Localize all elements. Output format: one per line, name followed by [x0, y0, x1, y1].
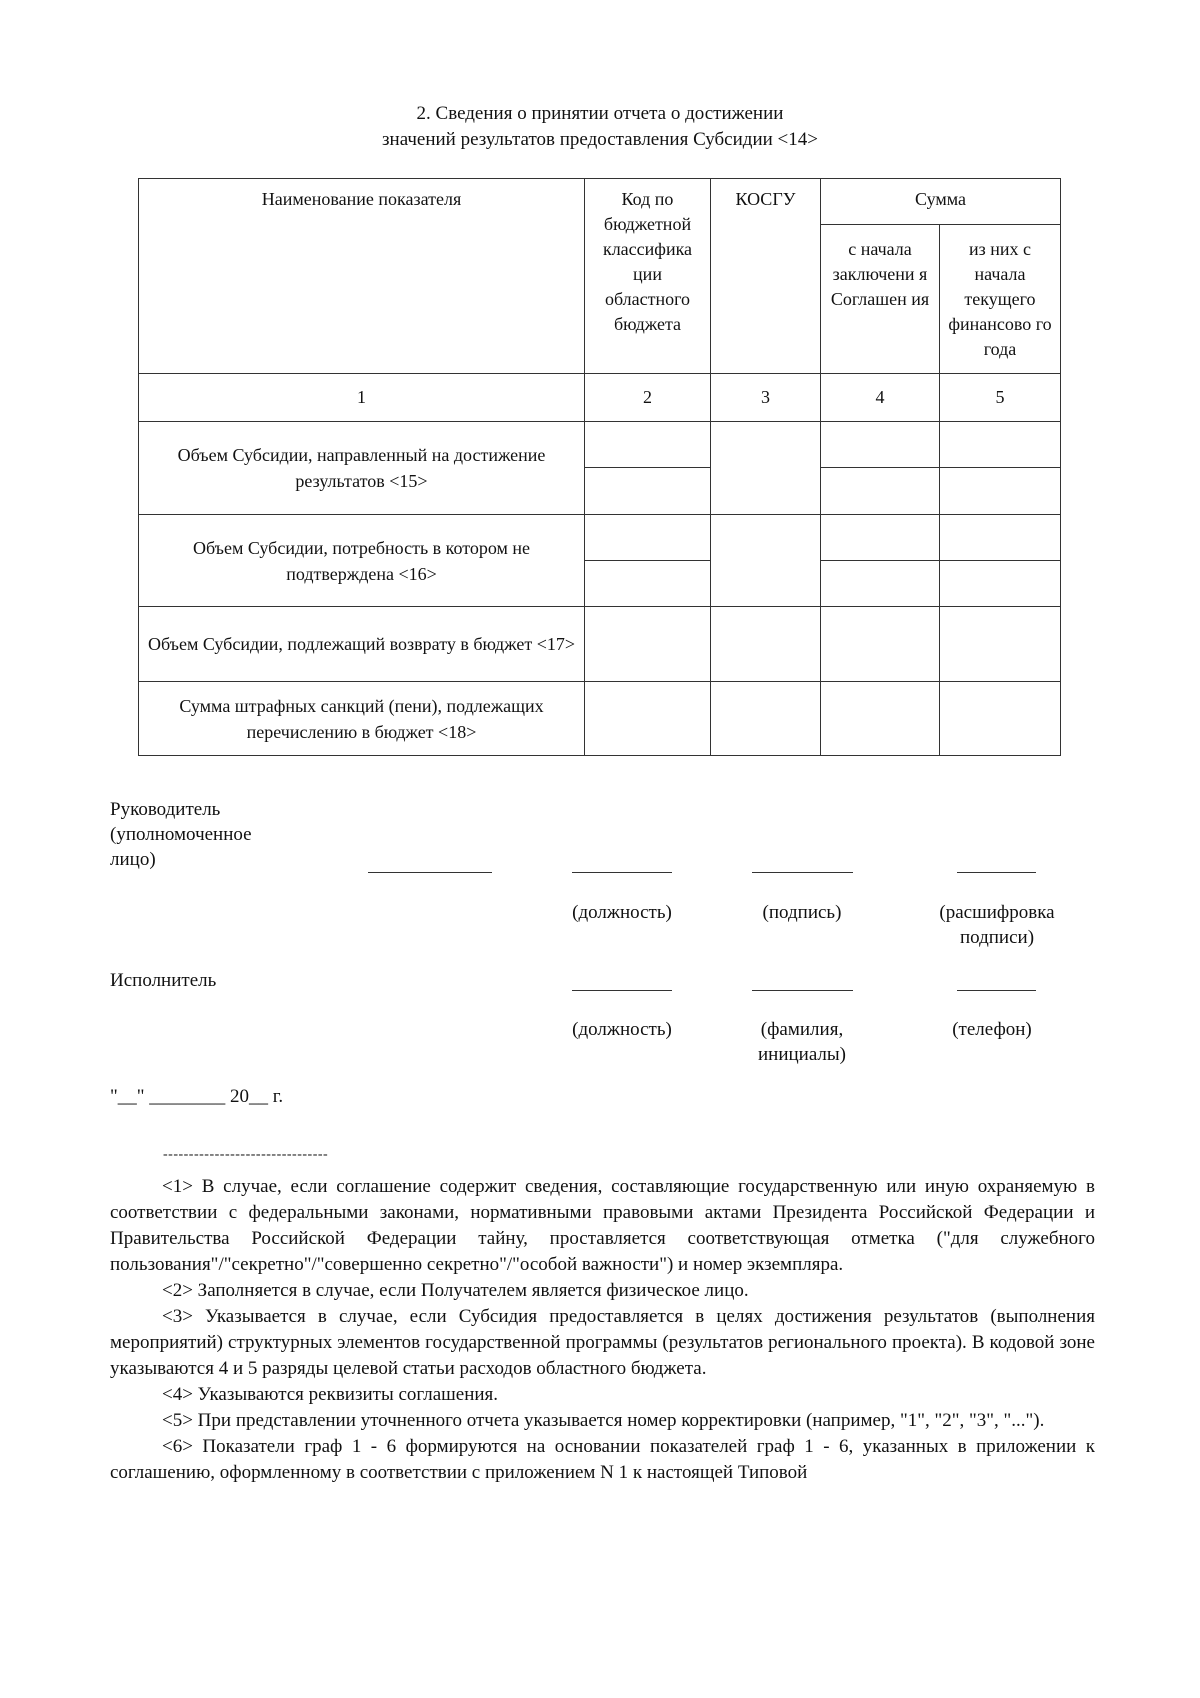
footnote-separator: -------------------------------- — [163, 1147, 329, 1162]
table-cell — [821, 422, 940, 468]
header-budget-code: Код по бюджетной классифика ции областного бюджета — [585, 179, 711, 374]
report-table — [138, 178, 1061, 756]
head-decoding-line — [957, 872, 1036, 873]
table-cell — [940, 515, 1061, 561]
footnote-4: <4> Указываются реквизиты соглашения. — [162, 1384, 499, 1405]
section-title-line2: значений результатов предоставления Субсидии <14> — [382, 129, 818, 150]
caption-executor-phone: (телефон) — [952, 1019, 1032, 1040]
table-cell — [711, 515, 821, 607]
head-position-line — [572, 872, 672, 873]
header-sum-from-start: с начала заключени я Соглашен ия — [821, 225, 940, 374]
row-label-unconfirmed: Объем Субсидии, потребность в котором не подтверждена <16> — [139, 515, 585, 607]
table-cell — [940, 682, 1061, 756]
head-signature-line — [368, 872, 492, 873]
table-cell — [821, 561, 940, 607]
row-label-directed: Объем Субсидии, направленный на достижение результатов <15> — [139, 422, 585, 515]
footnote-5: <5> При представлении уточненного отчета указывается номер корректировки (например, "1", "2", "3", "..."). — [162, 1410, 1045, 1431]
date-field: "__" ________ 20__ г. — [110, 1086, 284, 1107]
column-number-5: 5 — [940, 374, 1061, 422]
header-sum: Сумма — [821, 179, 1061, 225]
head-label: Руководитель (уполномоченное лицо) — [110, 799, 252, 870]
footnote-6: <6> Показатели граф 1 - 6 формируются на основании показателей граф 1 - 6, указанных в приложении к соглашению, оформленному в соответствии с приложением N 1 к настоящей Типовой — [110, 1436, 1095, 1483]
executor-position-line — [572, 990, 672, 991]
footnote-2: <2> Заполняется в случае, если Получателем является физическое лицо. — [162, 1280, 749, 1301]
caption-executor-position: (должность) — [572, 1019, 672, 1040]
column-number-2: 2 — [585, 374, 711, 422]
table-cell — [585, 607, 711, 682]
table-cell — [585, 682, 711, 756]
table-cell — [585, 561, 711, 607]
table-cell — [585, 422, 711, 468]
caption-signature-decoding: (расшифровка подписи) — [939, 902, 1055, 948]
table-cell — [821, 468, 940, 515]
header-sum-current-year: из них с начала текущего финансово го года — [940, 225, 1061, 374]
section-title-line1: 2. Сведения о принятии отчета о достижении — [416, 103, 784, 124]
caption-signature: (подпись) — [762, 902, 842, 923]
header-kosgu: КОСГУ — [711, 179, 821, 374]
column-number-1: 1 — [139, 374, 585, 422]
column-number-4: 4 — [821, 374, 940, 422]
caption-executor-name: (фамилия, инициалы) — [757, 1019, 846, 1065]
table-cell — [940, 561, 1061, 607]
table-cell — [940, 422, 1061, 468]
executor-name-line — [752, 990, 853, 991]
footnote-1: <1> В случае, если соглашение содержит сведения, составляющие государственную или иную охраняемую в соответствии с федеральными законами, нормативными правовыми актами Президента Российской Федерации и Правительства Российской Федерации тайну, проставляется соответствующая отметка ("для служебного пользования"/"секретно"/"совершенно секретно"/"особой важности") и номер экземпляра. — [110, 1176, 1095, 1275]
column-number-3: 3 — [711, 374, 821, 422]
table-cell — [585, 515, 711, 561]
section-title — [0, 101, 1200, 153]
row-label-penalties: Сумма штрафных санкций (пени), подлежащих перечислению в бюджет <18> — [139, 682, 585, 756]
table-cell — [821, 515, 940, 561]
table-cell — [940, 607, 1061, 682]
table-cell — [585, 468, 711, 515]
table-cell — [711, 682, 821, 756]
footnote-3: <3> Указывается в случае, если Субсидия предоставляется в целях достижения результатов (выполнения мероприятий) структурных элементов государственной программы (результатов регионального проекта). В кодовой зоне указываются 4 и 5 разряды целевой статьи расходов областного бюджета. — [110, 1306, 1095, 1379]
footnotes — [110, 1174, 1095, 1486]
executor-phone-line — [957, 990, 1036, 991]
table-cell — [821, 682, 940, 756]
header-indicator-name: Наименование показателя — [139, 179, 585, 374]
executor-label: Исполнитель — [110, 970, 217, 991]
table-cell — [821, 607, 940, 682]
head-sign-line — [752, 872, 853, 873]
row-label-refund: Объем Субсидии, подлежащий возврату в бюджет <17> — [139, 607, 585, 682]
table-cell — [711, 607, 821, 682]
caption-position: (должность) — [572, 902, 672, 923]
table-cell — [711, 422, 821, 515]
table-cell — [940, 468, 1061, 515]
